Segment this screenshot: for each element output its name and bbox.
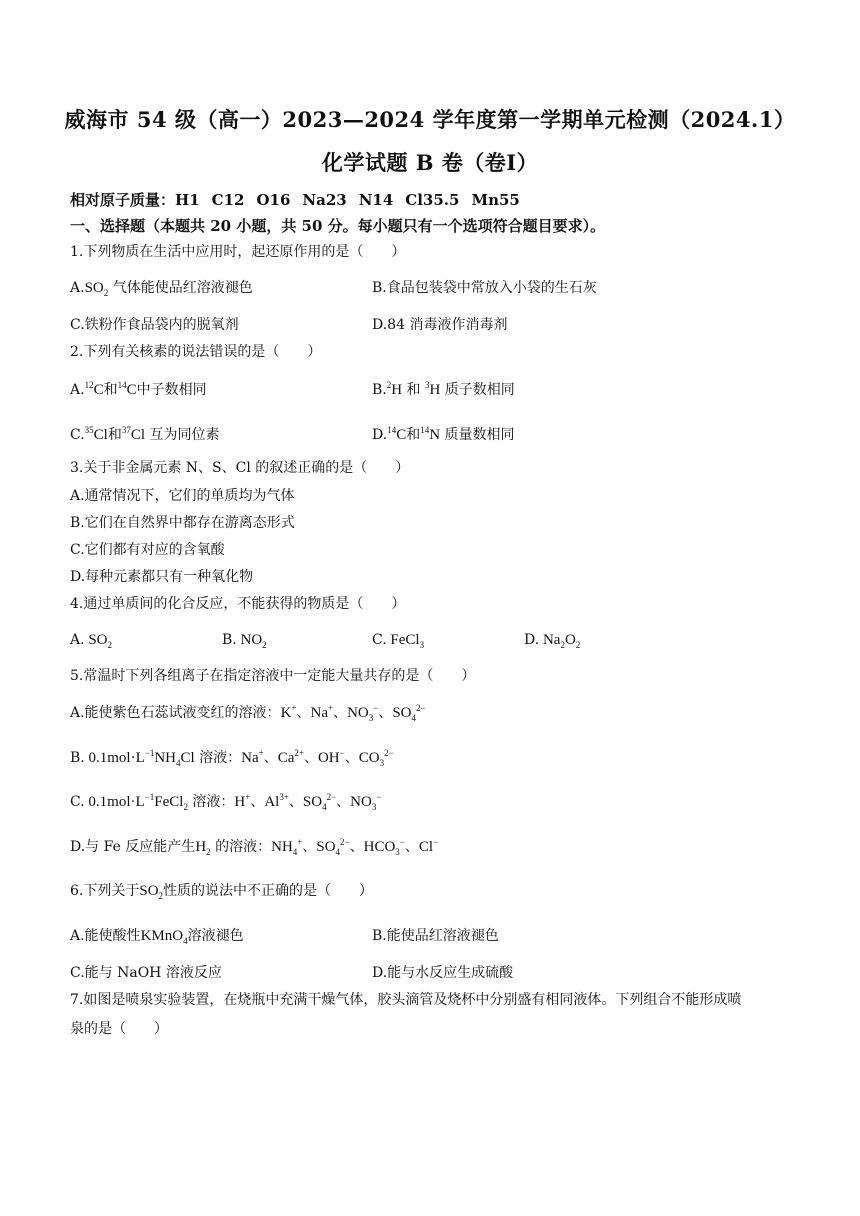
- question-5-option-b: B. $0.1mol\cdot L^{-1}NH_4Cl$ 溶液：Na+、$Ca^{2+}$、OH−、$CO_3^{2-}$: [70, 748, 394, 768]
- question-6-option-a: A.能使酸性KMnO$_4$溶液褪色: [70, 928, 244, 946]
- question-1-option-a: $A.SO_2$ 气体能使品红溶液褪色: [70, 280, 253, 298]
- atomic-mass-mn: Mn55: [471, 191, 520, 209]
- question-5-option-a: A.能使紫色石蕊试液变红的溶液：K+、Na+、$NO_3^-$、$SO_4^{2-}$: [70, 703, 426, 723]
- question-3-option-c: C.它们都有对应的含氧酸: [70, 542, 225, 558]
- question-7-stem-line1: 7.如图是喷泉实验装置，在烧瓶中充满干燥气体，胶头滴管及烧杯中分别盛有相同液体。下列组合不能形成喷: [70, 992, 742, 1008]
- question-7-stem-line2: 泉的是（ ）: [70, 1021, 168, 1037]
- question-3-stem: 3.关于非金属元素 N、S、Cl 的叙述正确的是（ ）: [70, 460, 410, 476]
- question-4-stem: 4.通过单质间的化合反应，不能获得的物质是（ ）: [70, 596, 406, 612]
- question-1-option-b: B.食品包装袋中常放入小袋的生石灰: [372, 280, 597, 296]
- question-1-stem: 1.下列物质在生活中应用时，起还原作用的是（ ）: [70, 244, 406, 260]
- atomic-masses-label: 相对原子质量：: [70, 191, 176, 209]
- section-heading: 一、选择题（本题共 20 小题，共 50 分。每小题只有一个选项符合题目要求）。: [70, 217, 606, 235]
- atomic-masses: [70, 190, 532, 210]
- question-5-option-c: C. $0.1mol\cdot L^{-1}FeCl_2$ 溶液：H+、$Al^{3+}$、$SO_4^{2-}$、$NO_3^-$: [70, 792, 382, 812]
- question-6-option-d: D.能与水反应生成硫酸: [372, 965, 514, 981]
- exam-subtitle: 化学试题 B 卷（卷Ⅰ）: [321, 150, 539, 175]
- question-3-option-b: B.它们在自然界中都存在游离态形式: [70, 515, 295, 531]
- atomic-mass-o: O16: [256, 191, 291, 209]
- question-1-option-c: C.铁粉作食品袋内的脱氧剂: [70, 317, 239, 333]
- question-1-option-d: D.84 消毒液作消毒剂: [372, 317, 508, 333]
- question-4-option-b: B. $NO_2$: [222, 632, 267, 650]
- question-5-stem: 5.常温时下列各组离子在指定溶液中一定能大量共存的是（ ）: [70, 668, 476, 684]
- question-2-option-b: B.$^2$H 和 $^3$H 质子数相同: [372, 380, 515, 398]
- question-2-stem: 2.下列有关核素的说法错误的是（ ）: [70, 344, 322, 360]
- question-3-option-a: A.通常情况下，它们的单质均为气体: [70, 488, 295, 504]
- atomic-mass-n: N14: [358, 191, 394, 209]
- question-4-option-d: D. $Na_2O_2$: [524, 632, 581, 650]
- question-3-option-d: D.每种元素都只有一种氧化物: [70, 569, 254, 585]
- question-5-option-d: D.与 Fe 反应能产生$H_2$ 的溶液：$NH_4^+$、$SO_4^{2-}$、$HCO_3^-$、Cl−: [70, 837, 439, 857]
- atomic-mass-na: Na23: [302, 191, 347, 209]
- question-6-option-b: B.能使品红溶液褪色: [372, 928, 499, 944]
- question-6-option-c: C.能与 NaOH 溶液反应: [70, 965, 222, 981]
- atomic-mass-c: C12: [211, 191, 245, 209]
- question-4-option-a: A. $SO_2$: [70, 632, 112, 650]
- question-2-option-d: D.$^{14}$C和$^{14}$N 质量数相同: [372, 425, 515, 443]
- question-2-option-a: A.$^{12}$C和$^{14}$C中子数相同: [70, 380, 207, 398]
- question-2-option-c: C.$^{35}$Cl和$^{37}$Cl 互为同位素: [70, 425, 220, 443]
- atomic-mass-cl: Cl35.5: [405, 191, 460, 209]
- atomic-mass-h: H1: [175, 191, 200, 209]
- exam-title: 威海市 54 级（高一）2023—2024 学年度第一学期单元检测（2024.1）: [64, 107, 796, 132]
- question-4-option-c: C. FeCl$_3$: [372, 632, 425, 650]
- question-6-stem: 6.下列关于$SO_2$性质的说法中不正确的是（ ）: [70, 883, 374, 901]
